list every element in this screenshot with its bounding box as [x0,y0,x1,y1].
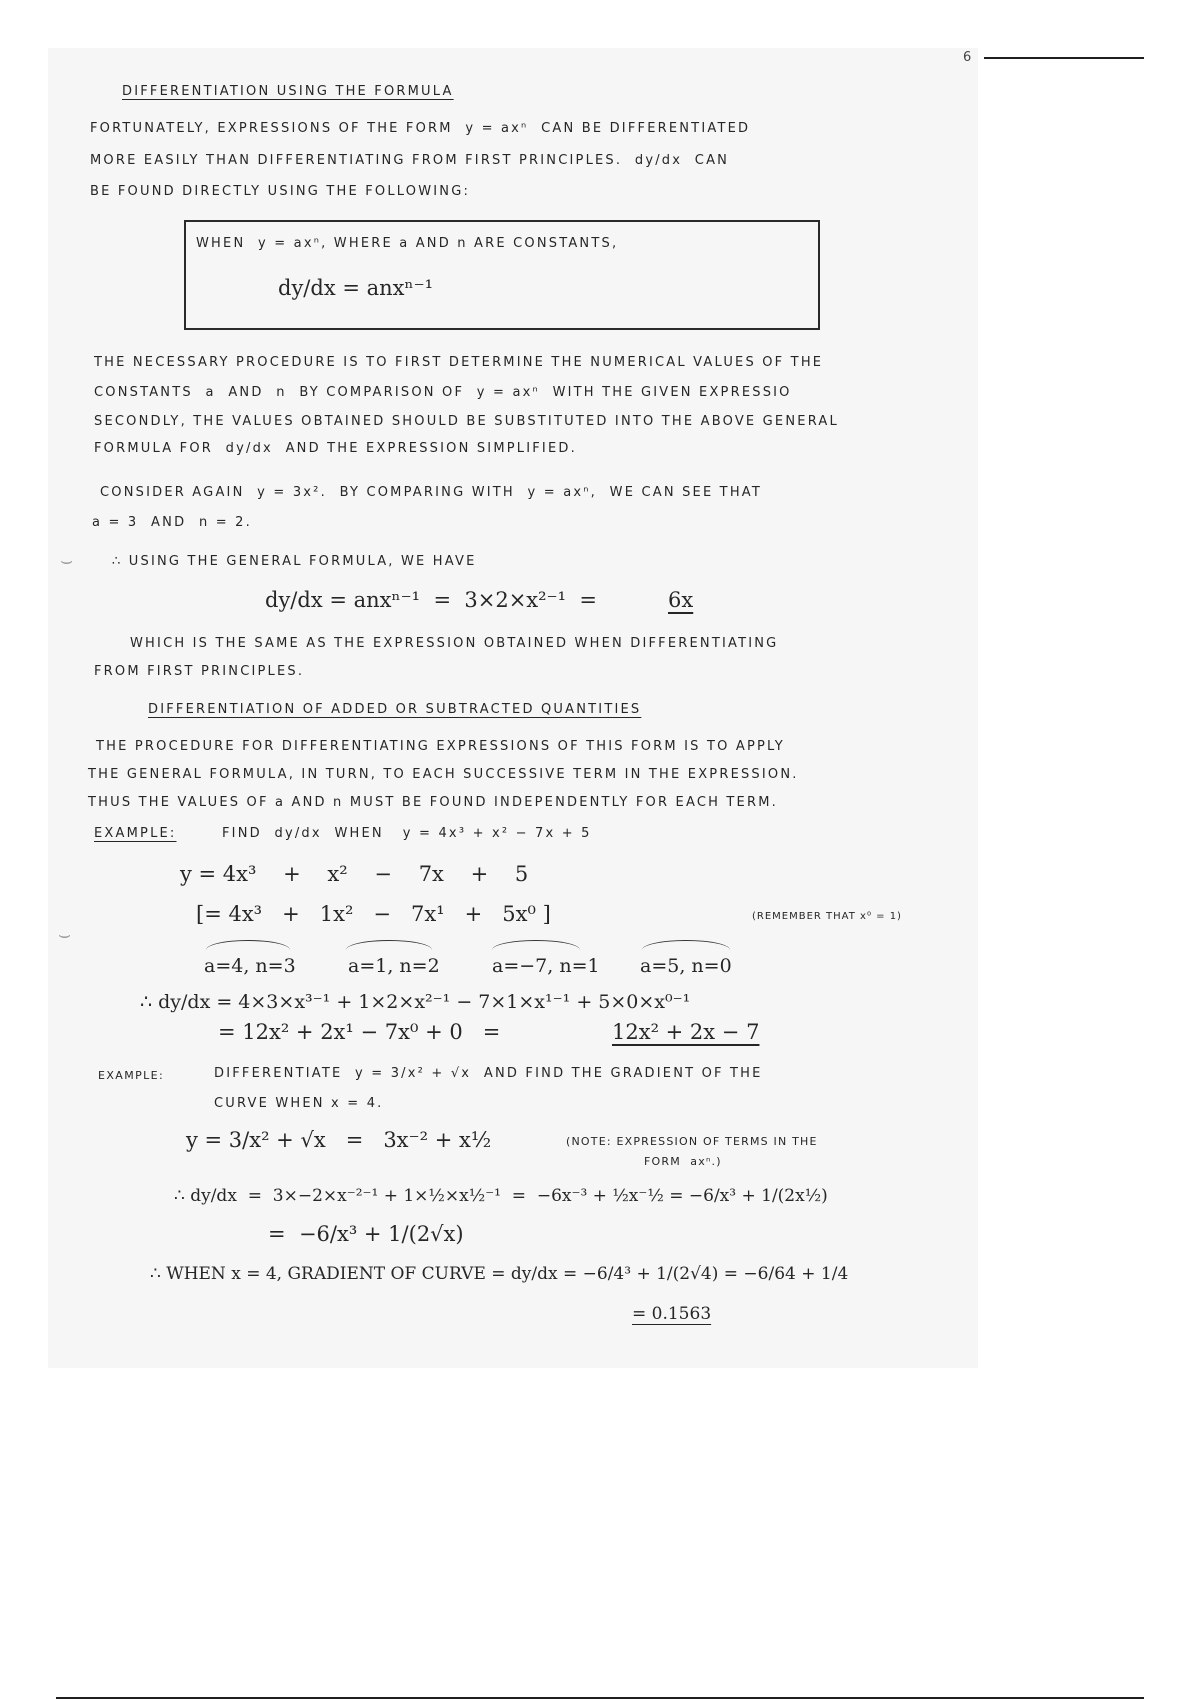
procedure-line: THE NECESSARY PROCEDURE IS TO FIRST DETERMINE THE NUMERICAL VALUES OF THE [94,355,824,370]
example-prompt: FIND dy/dx WHEN y = 4x³ + x² − 7x + 5 [222,826,592,841]
gradient-line: ∴ WHEN x = 4, GRADIENT OF CURVE = dy/dx = −6/4³ + 1/(2√4) = −6/64 + 1/4 [150,1264,849,1284]
expression-line: y = 4x³ + x² − 7x + 5 [180,862,529,886]
term-params: a=5, n=0 [640,955,732,977]
term-params: a=4, n=3 [204,955,296,977]
procedure-line: FORMULA FOR dy/dx AND THE EXPRESSION SIMPLIFIED. [94,441,577,456]
page-number: 6 [963,50,972,65]
expression-line: y = 3/x² + √x = 3x⁻² + x½ [186,1128,492,1152]
procedure-line: CONSTANTS a AND n BY COMPARISON OF y = axⁿ WITH THE GIVEN EXPRESSIO [94,385,792,400]
section-heading: DIFFERENTIATION USING THE FORMULA [122,84,454,99]
intro-line: THE PROCEDURE FOR DIFFERENTIATING EXPRESSIONS OF THIS FORM IS TO APPLY [96,739,785,754]
hole-punch-mark: ⌣ [60,548,74,572]
header-rule [984,57,1144,59]
term-params: a=1, n=2 [348,955,440,977]
intro-line: THE GENERAL FORMULA, IN TURN, TO EACH SUCCESSIVE TERM IN THE EXPRESSION. [88,767,799,782]
derivative-answer: 12x² + 2x − 7 [612,1020,760,1044]
example-prompt: CURVE WHEN x = 4. [214,1096,384,1111]
expression-rewritten: [= 4x³ + 1x² − 7x¹ + 5x⁰ ] [196,902,551,926]
example-prompt: DIFFERENTIATE y = 3/x² + √x AND FIND THE GRADIENT OF THE [214,1066,763,1081]
section-heading: DIFFERENTIATION OF ADDED OR SUBTRACTED QUANTITIES [148,702,642,717]
footer-rule [56,1697,1144,1699]
hole-punch-mark: ⌣ [58,922,72,946]
procedure-line: SECONDLY, THE VALUES OBTAINED SHOULD BE SUBSTITUTED INTO THE ABOVE GENERAL [94,414,839,429]
note-text: FORM axⁿ.) [644,1155,722,1168]
formula-derivative: dy/dx = anxⁿ⁻¹ [278,276,434,300]
gradient-answer: = 0.1563 [632,1304,712,1324]
note-text: (NOTE: EXPRESSION OF TERMS IN THE [566,1135,818,1148]
derivative-line: ∴ dy/dx = 3×−2×x⁻²⁻¹ + 1×½×x½⁻¹ = −6x⁻³ + ½x⁻½ = −6/x³ + 1/(2x½) [174,1186,828,1206]
formula-condition: WHEN y = axⁿ, WHERE a AND n ARE CONSTANTS, [196,236,619,251]
derivative-simplified: = 12x² + 2x¹ − 7x⁰ + 0 = [218,1020,501,1044]
note-line: WHICH IS THE SAME AS THE EXPRESSION OBTAINED WHEN DIFFERENTIATING [130,636,779,651]
example-label: EXAMPLE: [94,826,177,841]
result-answer: 6x [668,588,694,612]
derivative-line: ∴ dy/dx = 4×3×x³⁻¹ + 1×2×x²⁻¹ − 7×1×x¹⁻¹ + 5×0×x⁰⁻¹ [140,991,691,1013]
result-equation: dy/dx = anxⁿ⁻¹ = 3×2×x²⁻¹ = [265,588,598,612]
derivative-simplified: = −6/x³ + 1/(2√x) [268,1222,464,1246]
example-label: EXAMPLE: [98,1069,165,1082]
consider-line: CONSIDER AGAIN y = 3x². BY COMPARING WITH y = axⁿ, WE CAN SEE THAT [100,485,763,500]
consider-line: a = 3 AND n = 2. [92,515,252,530]
intro-line: THUS THE VALUES OF a AND n MUST BE FOUND INDEPENDENTLY FOR EACH TERM. [88,795,778,810]
using-line: ∴ USING THE GENERAL FORMULA, WE HAVE [112,554,477,569]
remember-note: (REMEMBER THAT x⁰ = 1) [752,911,902,922]
term-params: a=−7, n=1 [492,955,600,977]
intro-line: BE FOUND DIRECTLY USING THE FOLLOWING: [90,184,471,199]
intro-line: FORTUNATELY, EXPRESSIONS OF THE FORM y = axⁿ CAN BE DIFFERENTIATED [90,121,751,136]
note-line: FROM FIRST PRINCIPLES. [94,664,305,679]
intro-line: MORE EASILY THAN DIFFERENTIATING FROM FIRST PRINCIPLES. dy/dx CAN [90,153,730,168]
